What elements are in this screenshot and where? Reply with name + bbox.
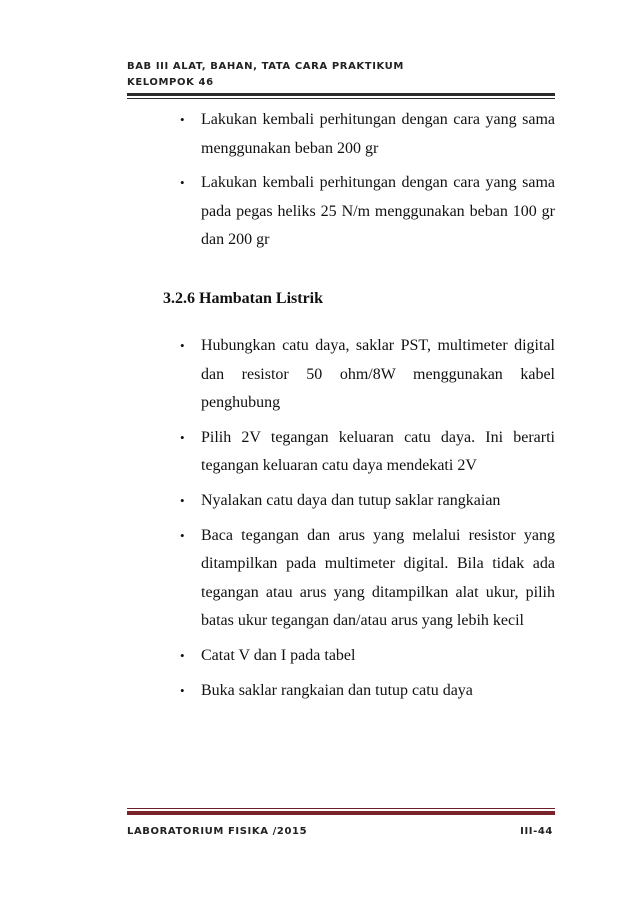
bullet-icon: •: [180, 647, 185, 663]
bullet-icon: •: [180, 175, 185, 191]
bullet-icon: •: [180, 492, 185, 508]
running-header-group: KELOMPOK 46: [127, 77, 214, 88]
header-rule-thick: [127, 93, 555, 96]
list-item-text: Catat V dan I pada tabel: [201, 646, 356, 664]
list-item: [180, 642, 555, 671]
list-item-text: Pilih 2V tegangan keluaran catu daya. Ini berarti tegangan keluaran catu daya mendekati 2V: [201, 428, 555, 475]
bullet-icon: •: [180, 429, 185, 445]
list-item-text: Lakukan kembali perhitungan dengan cara yang sama pada pegas heliks 25 N/m menggunakan beban 100 gr dan 200 gr: [201, 174, 555, 249]
list-item-text: Nyalakan catu daya dan tutup saklar rangkaian: [201, 491, 501, 509]
list-item: [180, 487, 555, 516]
list-item-text: Hubungkan catu daya, saklar PST, multimeter digital dan resistor 50 ohm/8W menggunakan kabel penghubung: [201, 337, 555, 412]
bullet-icon: •: [180, 682, 185, 698]
list-item: [180, 677, 555, 706]
list-item: [180, 169, 555, 255]
list-item-text: Buka saklar rangkaian dan tutup catu daya: [201, 681, 473, 699]
list-item-text: Lakukan kembali perhitungan dengan cara yang sama menggunakan beban 200 gr: [201, 111, 555, 157]
bullet-list-top: [180, 106, 555, 255]
footer-rule-thin: [127, 808, 555, 809]
bullet-list-section: [180, 332, 555, 705]
bullet-icon: •: [180, 338, 185, 353]
header-rule-thin: [127, 98, 555, 99]
list-item: [180, 106, 555, 163]
list-item: [180, 522, 555, 636]
running-header-title: BAB III ALAT, BAHAN, TATA CARA PRAKTIKUM: [127, 61, 404, 72]
bullet-icon: •: [180, 527, 185, 543]
section-heading: 3.2.6 Hambatan Listrik: [163, 290, 324, 307]
list-item: [180, 332, 555, 418]
bullet-icon: •: [180, 112, 185, 127]
page-number: III-44: [520, 826, 553, 837]
list-item: [180, 424, 555, 481]
list-item-text: Baca tegangan dan arus yang melalui resistor yang ditampilkan pada multimeter digital. Bila tidak ada tegangan atau arus yang ditampilkan alat ukur, pilih batas ukur tegangan dan/atau arus yang lebih kecil: [201, 526, 555, 630]
footer-lab-name: LABORATORIUM FISIKA /2015: [127, 826, 308, 837]
footer-rule-thick: [127, 811, 555, 815]
